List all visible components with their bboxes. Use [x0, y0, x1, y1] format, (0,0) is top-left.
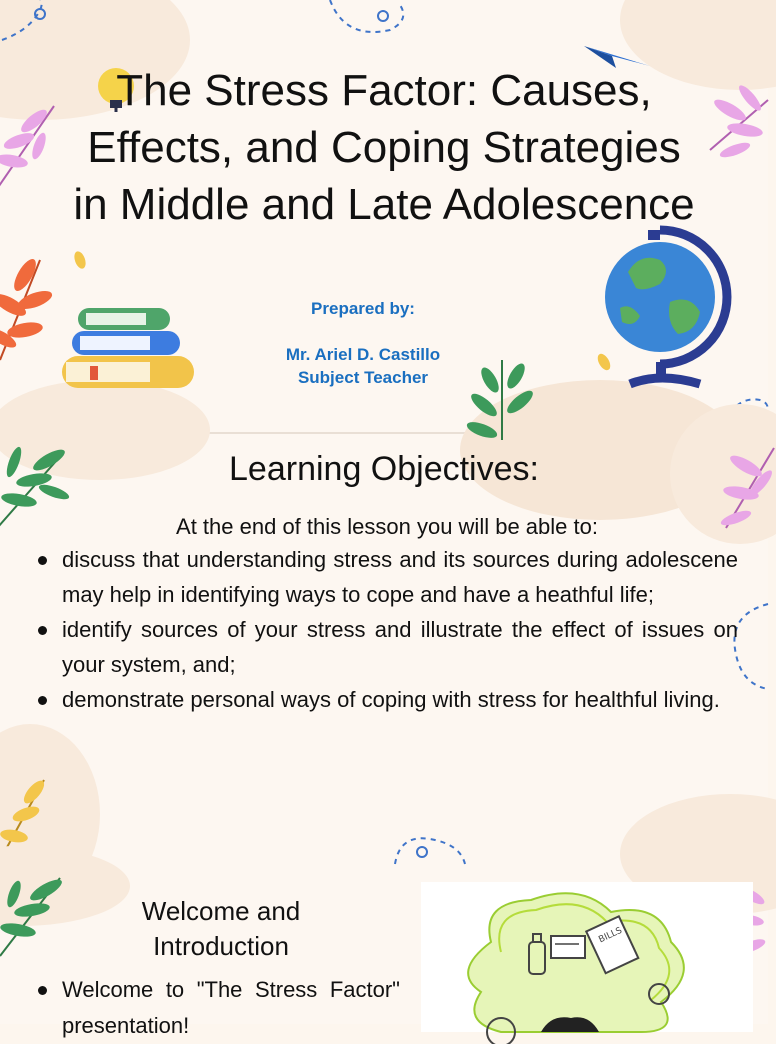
stress-illustration	[421, 882, 753, 1032]
welcome-list	[36, 972, 400, 1044]
teacher-role: Subject Teacher	[297, 368, 429, 387]
objective-text: discuss that understanding stress and its sources during adolescene may help in identifying ways to cope and have a heathful life;	[62, 547, 738, 607]
welcome-slide	[0, 866, 768, 1038]
stress-doodle-illustration	[421, 882, 753, 1032]
green-leaf-decoration	[0, 868, 76, 958]
title-line: The Stress Factor: Causes,	[116, 66, 652, 115]
title-slide	[0, 0, 768, 432]
objectives-heading: Learning Objectives:	[229, 450, 539, 488]
objectives-slide	[0, 434, 768, 866]
list-item	[36, 612, 738, 682]
list-item	[36, 682, 738, 717]
teacher-name: Mr. Ariel D. Castillo	[285, 345, 441, 364]
heading-line: Introduction	[153, 931, 289, 961]
bullet-icon	[38, 626, 47, 635]
objectives-list	[36, 542, 738, 717]
objectives-intro: At the end of this lesson you will be able to:	[176, 514, 598, 539]
heading-line: Welcome and	[141, 896, 301, 926]
globe-icon	[600, 222, 740, 392]
list-item	[36, 542, 738, 612]
prepared-by-label: Prepared by:	[311, 299, 415, 318]
list-item	[36, 972, 400, 1044]
objective-text: demonstrate personal ways of coping with stress for healthful living.	[62, 687, 720, 712]
bills-label: BILLS	[597, 925, 624, 946]
welcome-text: Welcome to "The Stress Factor" presentation!	[62, 977, 400, 1038]
orange-leaf-decoration	[0, 250, 60, 370]
books-illustration	[60, 304, 200, 394]
title-line: Effects, and Coping Strategies	[87, 123, 681, 172]
yellow-leaf-decoration	[70, 250, 90, 274]
title-line: in Middle and Late Adolescence	[73, 180, 695, 229]
welcome-heading	[100, 894, 342, 964]
bullet-icon	[38, 696, 47, 705]
objective-text: identify sources of your stress and illustrate the effect of issues on your system, and;	[62, 617, 738, 677]
presentation-title	[30, 62, 738, 233]
bullet-icon	[38, 986, 47, 995]
bullet-icon	[38, 556, 47, 565]
